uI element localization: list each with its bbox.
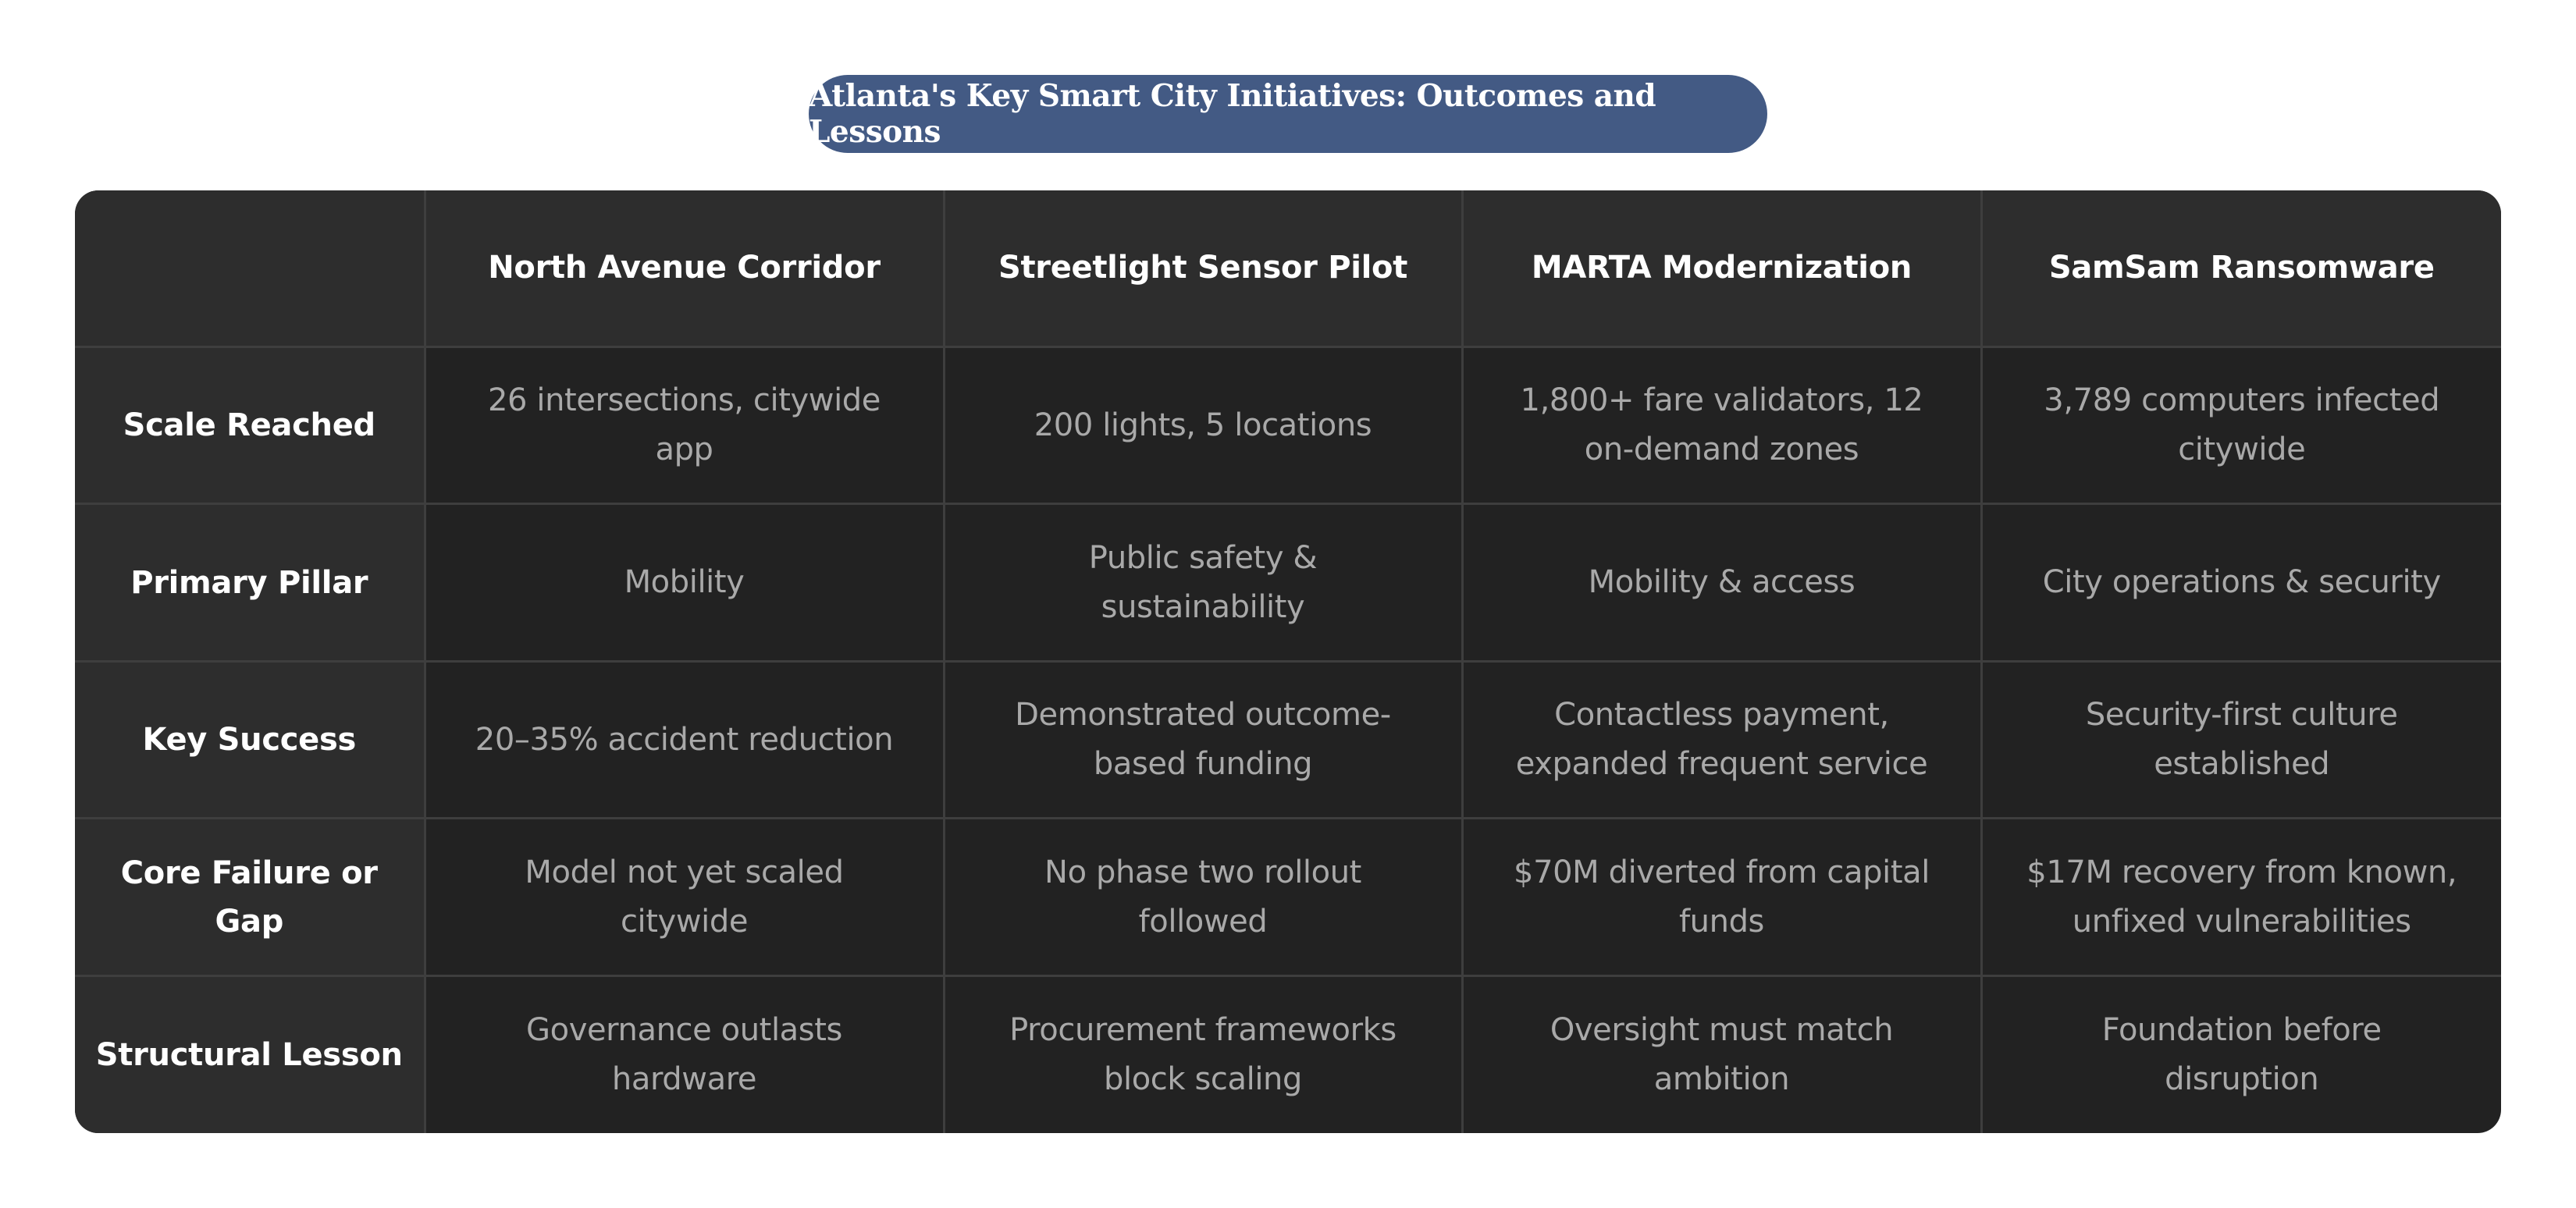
row-header-key-success: Key Success bbox=[75, 661, 425, 819]
table-row-structural-lesson bbox=[75, 975, 2501, 1133]
table-cell: Oversight must match ambition bbox=[1462, 975, 1981, 1133]
table-cell: Public safety & sustainability bbox=[944, 504, 1462, 662]
table-cell: 200 lights, 5 locations bbox=[944, 346, 1462, 504]
table-cell: 20–35% accident reduction bbox=[425, 661, 944, 819]
table-cell: 1,800+ fare validators, 12 on-demand zones bbox=[1462, 346, 1981, 504]
row-header-primary-pillar: Primary Pillar bbox=[75, 504, 425, 662]
table-cell: Model not yet scaled citywide bbox=[425, 819, 944, 976]
table-cell: City operations & security bbox=[1981, 504, 2501, 662]
table-cell: Foundation before disruption bbox=[2101, 1011, 2382, 1097]
column-header-streetlight-sensor-pilot: Streetlight Sensor Pilot bbox=[944, 190, 1462, 346]
table-cell: $70M diverted from capital funds bbox=[1462, 819, 1981, 976]
row-header-scale-reached: Scale Reached bbox=[75, 346, 425, 504]
column-header-samsam-ransomware: SamSam Ransomware bbox=[1981, 190, 2501, 346]
table-cell: $17M recovery from known, unfixed vulnerabilities bbox=[1981, 819, 2501, 976]
table-row-core-failure-or-gap bbox=[75, 819, 2501, 976]
column-header-marta-modernization: MARTA Modernization bbox=[1462, 190, 1981, 346]
page-title: Atlanta's Key Smart City Initiatives: Outcomes and Lessons bbox=[809, 75, 1767, 153]
table-cell: Demonstrated outcome-based funding bbox=[944, 661, 1462, 819]
table-cell: Contactless payment, expanded frequent service bbox=[1462, 661, 1981, 819]
initiatives-table bbox=[75, 190, 2501, 1133]
table-cell: Procurement frameworks block scaling bbox=[944, 975, 1462, 1133]
column-header-north-avenue-corridor: North Avenue Corridor bbox=[425, 190, 944, 346]
table-row-primary-pillar bbox=[75, 504, 2501, 662]
table-cell: 3,789 computers infected citywide bbox=[1981, 346, 2501, 504]
table-row-scale-reached bbox=[75, 346, 2501, 504]
table-cell: Mobility bbox=[425, 504, 944, 662]
table-cell: 26 intersections, citywide app bbox=[425, 346, 944, 504]
row-header-structural-lesson: Structural Lesson bbox=[75, 975, 425, 1133]
header-row bbox=[75, 190, 2501, 346]
row-header-core-failure-or-gap: Core Failure or Gap bbox=[75, 819, 425, 976]
table-cell: Mobility & access bbox=[1462, 504, 1981, 662]
corner-cell bbox=[75, 190, 425, 346]
initiatives-grid bbox=[75, 190, 2501, 1133]
table-cell: Governance outlasts hardware bbox=[425, 975, 944, 1133]
table-cell: No phase two rollout followed bbox=[944, 819, 1462, 976]
table-cell: Security-first culture established bbox=[1981, 661, 2501, 819]
table-row-key-success bbox=[75, 661, 2501, 819]
